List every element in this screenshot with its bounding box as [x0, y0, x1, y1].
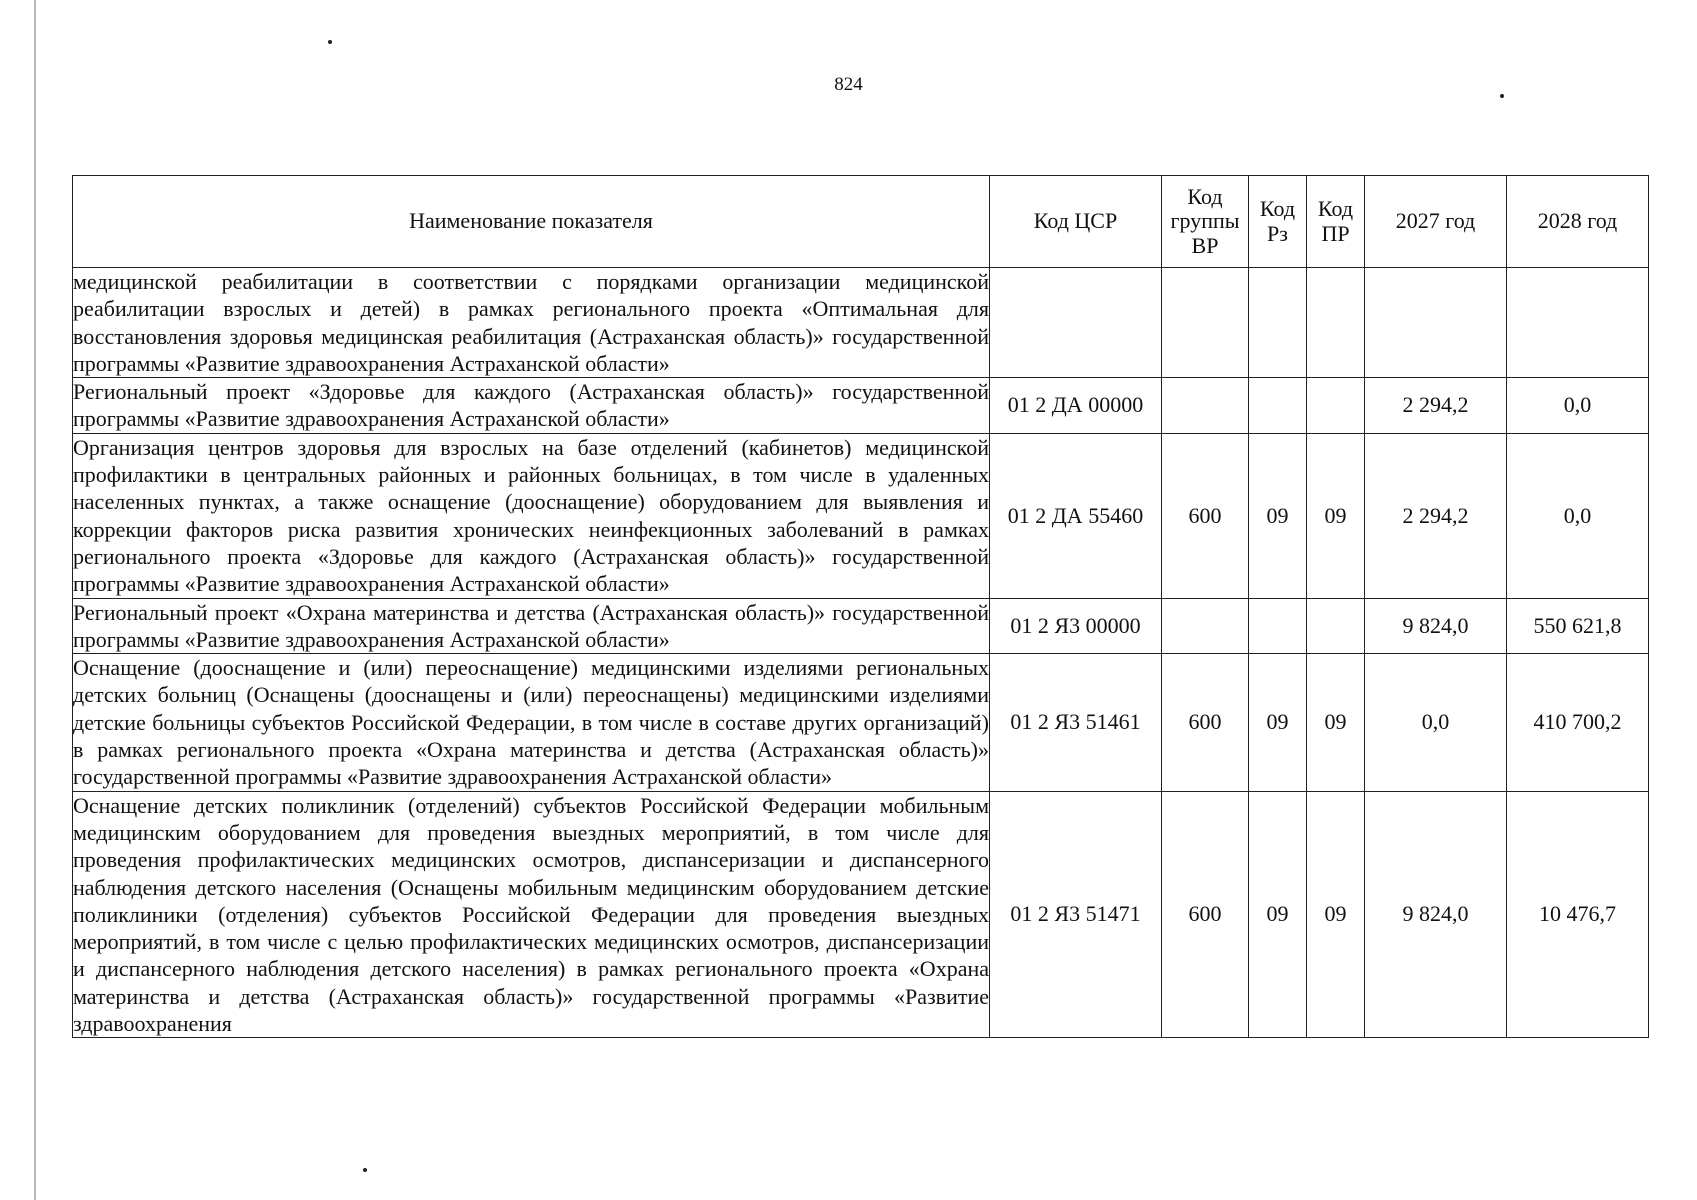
scan-speck — [363, 1168, 367, 1172]
row-2027: 2 294,2 — [1365, 378, 1507, 434]
row-vr: 600 — [1162, 433, 1249, 598]
row-csr: 01 2 ДА 55460 — [990, 433, 1162, 598]
row-name: Оснащение детских поликлиник (отделений) субъектов Российской Федерации мобильным медицинским оборудованием для проведения выездных мероприятий, в том числе для проведения профилактических медицинских осмотров, диспансеризации и диспансерного наблюдения детского населения (Оснащены мобильным медицинским оборудованием детские поликлиники (отделения) субъектов Российской Федерации для проведения выездных мероприятий, в том числе с целью профилактических медицинских осмотров, диспансеризации и диспансерного наблюдения детского населения) в рамках регионального проекта «Охрана материнства и детства (Астраханская область)» государственной программы «Развитие здравоохранения — [73, 792, 989, 1037]
table-row — [73, 268, 1649, 378]
row-2028: 410 700,2 — [1507, 654, 1649, 791]
row-csr: 01 2 Я3 51471 — [990, 791, 1162, 1038]
row-vr — [1162, 378, 1249, 434]
row-vr — [1162, 598, 1249, 654]
row-2028: 0,0 — [1507, 378, 1649, 434]
row-2027 — [1365, 268, 1507, 378]
row-csr: 01 2 Я3 51461 — [990, 654, 1162, 791]
row-rz — [1249, 268, 1307, 378]
row-pr: 09 — [1307, 654, 1365, 791]
row-pr — [1307, 268, 1365, 378]
row-pr: 09 — [1307, 433, 1365, 598]
scan-speck — [328, 40, 332, 44]
row-csr: 01 2 Я3 00000 — [990, 598, 1162, 654]
header-2028: 2028 год — [1507, 176, 1649, 268]
row-vr: 600 — [1162, 654, 1249, 791]
row-name: Региональный проект «Охрана материнства и детства (Астраханская область)» государственной программы «Развитие здравоохранения Астраханской области» — [73, 599, 989, 652]
table-row — [73, 598, 1649, 654]
row-vr — [1162, 268, 1249, 378]
row-csr — [990, 268, 1162, 378]
table-row — [73, 378, 1649, 434]
row-2028 — [1507, 268, 1649, 378]
row-2027: 9 824,0 — [1365, 791, 1507, 1038]
page-number: 824 — [834, 74, 863, 95]
header-2027: 2027 год — [1365, 176, 1507, 268]
budget-table — [72, 175, 1649, 1038]
row-name: Организация центров здоровья для взрослых на базе отделений (кабинетов) медицинской профилактики в центральных районных и районных больницах, в том числе в удаленных населенных пунктах, а также оснащение (дооснащение) оборудованием для выявления и коррекции факторов риска развития хронических неинфекционных заболеваний в рамках регионального проекта «Здоровье для каждого (Астраханская область)» государственной программы «Развитие здравоохранения Астраханской области» — [73, 434, 989, 597]
header-vr: Код группы ВР — [1162, 176, 1249, 268]
row-rz: 09 — [1249, 654, 1307, 791]
row-rz — [1249, 378, 1307, 434]
row-rz — [1249, 598, 1307, 654]
table-row — [73, 654, 1649, 791]
table-header-row — [73, 176, 1649, 268]
header-name: Наименование показателя — [73, 176, 990, 268]
header-pr: Код ПР — [1307, 176, 1365, 268]
row-pr — [1307, 598, 1365, 654]
row-pr — [1307, 378, 1365, 434]
row-2027: 9 824,0 — [1365, 598, 1507, 654]
row-pr: 09 — [1307, 791, 1365, 1038]
row-name: Оснащение (дооснащение и (или) переоснащение) медицинскими изделиями региональных детских больниц (Оснащены (дооснащены и (или) переоснащены) медицинскими изделиями детские больницы субъектов Российской Федерации, в том числе в составе других организаций) в рамках регионального проекта «Охрана материнства и детства (Астраханская область)» государственной программы «Развитие здравоохранения Астраханской области» — [73, 655, 989, 790]
row-name: медицинской реабилитации в соответствии с порядками организации медицинской реабилитации взрослых и детей) в рамках регионального проекта «Оптимальная для восстановления здоровья медицинская реабилитация (Астраханская область)» государственной программы «Развитие здравоохранения Астраханской области» — [73, 269, 989, 376]
row-2028: 550 621,8 — [1507, 598, 1649, 654]
row-2028: 0,0 — [1507, 433, 1649, 598]
row-csr: 01 2 ДА 00000 — [990, 378, 1162, 434]
header-rz: Код Рз — [1249, 176, 1307, 268]
row-vr: 600 — [1162, 791, 1249, 1038]
row-2027: 2 294,2 — [1365, 433, 1507, 598]
row-name: Региональный проект «Здоровье для каждого (Астраханская область)» государственной программы «Развитие здравоохранения Астраханской области» — [73, 379, 989, 432]
row-rz: 09 — [1249, 791, 1307, 1038]
header-csr: Код ЦСР — [990, 176, 1162, 268]
table-row — [73, 433, 1649, 598]
row-2028: 10 476,7 — [1507, 791, 1649, 1038]
table-row — [73, 791, 1649, 1038]
row-2027: 0,0 — [1365, 654, 1507, 791]
scan-margin-line — [34, 0, 36, 1200]
row-rz: 09 — [1249, 433, 1307, 598]
